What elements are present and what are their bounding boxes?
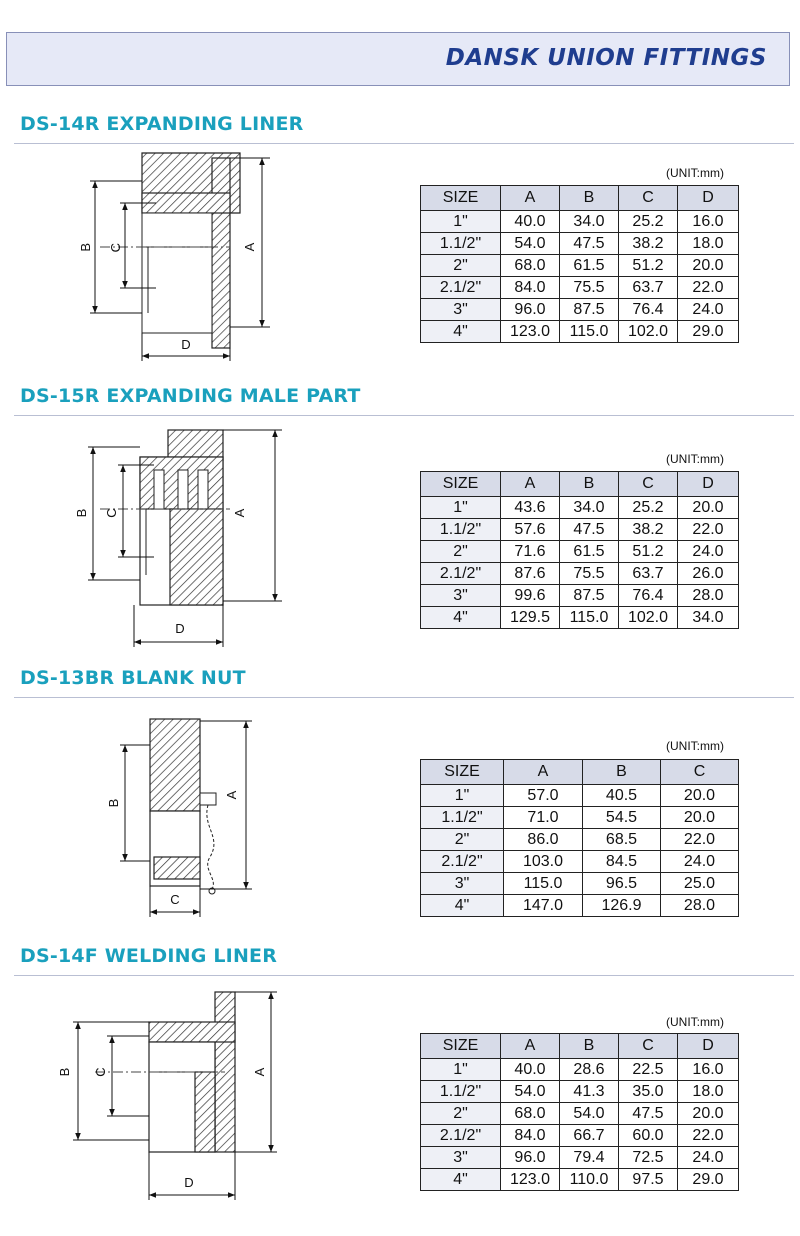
table-row: [421, 277, 739, 299]
value-cell: 75.5: [560, 563, 619, 585]
spec-table-ds-14r: [420, 185, 739, 343]
value-cell: 40.0: [501, 211, 560, 233]
table-row: [421, 873, 739, 895]
value-cell: 63.7: [619, 563, 678, 585]
column-header: A: [501, 1034, 560, 1059]
value-cell: 61.5: [560, 255, 619, 277]
value-cell: 129.5: [501, 607, 560, 629]
size-cell: 1": [421, 785, 504, 807]
column-header: SIZE: [421, 186, 501, 211]
size-cell: 2.1/2": [421, 851, 504, 873]
column-header: B: [583, 760, 661, 785]
value-cell: 60.0: [619, 1125, 678, 1147]
column-header: C: [619, 1034, 678, 1059]
section-divider: [14, 697, 794, 698]
table-row: [421, 233, 739, 255]
value-cell: 18.0: [678, 233, 739, 255]
section-title: DS-14F WELDING LINER: [20, 945, 278, 967]
column-header: D: [678, 1034, 739, 1059]
value-cell: 76.4: [619, 585, 678, 607]
value-cell: 40.5: [583, 785, 661, 807]
size-cell: 1": [421, 497, 501, 519]
table-row: [421, 211, 739, 233]
table-row: [421, 1147, 739, 1169]
value-cell: 96.5: [583, 873, 661, 895]
value-cell: 34.0: [560, 497, 619, 519]
column-header: B: [560, 1034, 619, 1059]
value-cell: 51.2: [619, 541, 678, 563]
size-cell: 3": [421, 873, 504, 895]
ds-13br-drawing: [90, 717, 260, 927]
ds-15r-drawing: [70, 425, 280, 647]
value-cell: 87.5: [560, 299, 619, 321]
table-row: [421, 541, 739, 563]
header-banner: [6, 32, 790, 86]
value-cell: 20.0: [678, 255, 739, 277]
section-ds-14f: [0, 945, 800, 1210]
unit-label: (UNIT:mm): [666, 739, 724, 753]
value-cell: 29.0: [678, 1169, 739, 1191]
column-header: SIZE: [421, 1034, 501, 1059]
value-cell: 61.5: [560, 541, 619, 563]
value-cell: 24.0: [678, 1147, 739, 1169]
section-divider: [14, 143, 794, 144]
value-cell: 96.0: [501, 299, 560, 321]
section-ds-13br: [0, 667, 800, 929]
spec-table-ds-15r: [420, 471, 739, 629]
column-header: A: [501, 186, 560, 211]
value-cell: 47.5: [560, 519, 619, 541]
table-row: [421, 1169, 739, 1191]
value-cell: 35.0: [619, 1081, 678, 1103]
dim-label: A: [242, 242, 257, 252]
value-cell: 87.5: [560, 585, 619, 607]
table-row: [421, 829, 739, 851]
value-cell: 34.0: [678, 607, 739, 629]
unit-label: (UNIT:mm): [666, 452, 724, 466]
value-cell: 54.0: [501, 233, 560, 255]
dim-label: A: [224, 790, 239, 800]
value-cell: 40.0: [501, 1059, 560, 1081]
table-row: [421, 1059, 739, 1081]
column-header: SIZE: [421, 472, 501, 497]
value-cell: 25.2: [619, 497, 678, 519]
value-cell: 110.0: [560, 1169, 619, 1191]
value-cell: 24.0: [678, 541, 739, 563]
value-cell: 103.0: [504, 851, 583, 873]
size-cell: 3": [421, 299, 501, 321]
dim-label: C: [93, 1067, 108, 1077]
table-row: [421, 851, 739, 873]
section-title: DS-13BR BLANK NUT: [20, 667, 246, 689]
column-header: C: [619, 186, 678, 211]
value-cell: 123.0: [501, 1169, 560, 1191]
size-cell: 2": [421, 1103, 501, 1125]
table-row: [421, 519, 739, 541]
value-cell: 115.0: [504, 873, 583, 895]
ds-14r-drawing: [70, 153, 280, 368]
size-cell: 2.1/2": [421, 563, 501, 585]
value-cell: 71.6: [501, 541, 560, 563]
dim-label: A: [252, 1067, 267, 1077]
unit-label: (UNIT:mm): [666, 1015, 724, 1029]
value-cell: 47.5: [560, 233, 619, 255]
table-row: [421, 563, 739, 585]
value-cell: 87.6: [501, 563, 560, 585]
size-cell: 1": [421, 211, 501, 233]
size-cell: 4": [421, 1169, 501, 1191]
value-cell: 68.5: [583, 829, 661, 851]
value-cell: 79.4: [560, 1147, 619, 1169]
value-cell: 20.0: [661, 785, 739, 807]
value-cell: 29.0: [678, 321, 739, 343]
value-cell: 28.0: [678, 585, 739, 607]
spec-table-ds-14f: [420, 1033, 739, 1191]
value-cell: 28.0: [661, 895, 739, 917]
value-cell: 102.0: [619, 607, 678, 629]
value-cell: 84.5: [583, 851, 661, 873]
size-cell: 2.1/2": [421, 277, 501, 299]
value-cell: 38.2: [619, 233, 678, 255]
section-divider: [14, 975, 794, 976]
size-cell: 1.1/2": [421, 233, 501, 255]
value-cell: 25.0: [661, 873, 739, 895]
column-header: A: [501, 472, 560, 497]
value-cell: 102.0: [619, 321, 678, 343]
value-cell: 66.7: [560, 1125, 619, 1147]
value-cell: 57.0: [504, 785, 583, 807]
size-cell: 2": [421, 255, 501, 277]
size-cell: 1.1/2": [421, 1081, 501, 1103]
table-row: [421, 1125, 739, 1147]
value-cell: 41.3: [560, 1081, 619, 1103]
section-title: DS-15R EXPANDING MALE PART: [20, 385, 361, 407]
value-cell: 28.6: [560, 1059, 619, 1081]
value-cell: 72.5: [619, 1147, 678, 1169]
dim-label: C: [104, 508, 119, 518]
dim-label: B: [106, 798, 121, 808]
value-cell: 68.0: [501, 1103, 560, 1125]
value-cell: 71.0: [504, 807, 583, 829]
dim-label: C: [108, 243, 123, 253]
table-header-row: [421, 760, 739, 785]
dim-label: B: [74, 508, 89, 518]
size-cell: 2": [421, 829, 504, 851]
value-cell: 18.0: [678, 1081, 739, 1103]
value-cell: 96.0: [501, 1147, 560, 1169]
value-cell: 99.6: [501, 585, 560, 607]
dim-label: A: [232, 508, 247, 518]
table-row: [421, 255, 739, 277]
value-cell: 57.6: [501, 519, 560, 541]
value-cell: 86.0: [504, 829, 583, 851]
dim-label: B: [78, 243, 93, 252]
column-header: B: [560, 472, 619, 497]
value-cell: 24.0: [678, 299, 739, 321]
value-cell: 147.0: [504, 895, 583, 917]
value-cell: 68.0: [501, 255, 560, 277]
ds-14f-drawing: [55, 990, 280, 1212]
size-cell: 1": [421, 1059, 501, 1081]
section-divider: [14, 415, 794, 416]
value-cell: 20.0: [661, 807, 739, 829]
value-cell: 22.0: [678, 1125, 739, 1147]
table-row: [421, 321, 739, 343]
value-cell: 84.0: [501, 277, 560, 299]
value-cell: 16.0: [678, 211, 739, 233]
table-row: [421, 1081, 739, 1103]
section-ds-15r: [0, 385, 800, 650]
column-header: B: [560, 186, 619, 211]
value-cell: 51.2: [619, 255, 678, 277]
size-cell: 2.1/2": [421, 1125, 501, 1147]
value-cell: 115.0: [560, 607, 619, 629]
value-cell: 43.6: [501, 497, 560, 519]
size-cell: 3": [421, 1147, 501, 1169]
value-cell: 22.5: [619, 1059, 678, 1081]
unit-label: (UNIT:mm): [666, 166, 724, 180]
table-header-row: [421, 472, 739, 497]
table-header-row: [421, 1034, 739, 1059]
size-cell: 1.1/2": [421, 519, 501, 541]
dim-label: D: [181, 337, 191, 352]
table-row: [421, 895, 739, 917]
value-cell: 54.0: [560, 1103, 619, 1125]
table-row: [421, 299, 739, 321]
size-cell: 2": [421, 541, 501, 563]
spec-table-ds-13br: [420, 759, 739, 917]
value-cell: 76.4: [619, 299, 678, 321]
column-header: C: [661, 760, 739, 785]
value-cell: 123.0: [501, 321, 560, 343]
table-row: [421, 585, 739, 607]
value-cell: 20.0: [678, 497, 739, 519]
size-cell: 4": [421, 321, 501, 343]
column-header: C: [619, 472, 678, 497]
size-cell: 1.1/2": [421, 807, 504, 829]
value-cell: 38.2: [619, 519, 678, 541]
value-cell: 34.0: [560, 211, 619, 233]
table-row: [421, 607, 739, 629]
value-cell: 54.0: [501, 1081, 560, 1103]
value-cell: 22.0: [678, 277, 739, 299]
size-cell: 4": [421, 607, 501, 629]
value-cell: 26.0: [678, 563, 739, 585]
table-header-row: [421, 186, 739, 211]
value-cell: 47.5: [619, 1103, 678, 1125]
value-cell: 22.0: [678, 519, 739, 541]
value-cell: 20.0: [678, 1103, 739, 1125]
value-cell: 54.5: [583, 807, 661, 829]
dim-label: B: [57, 1067, 72, 1077]
value-cell: 24.0: [661, 851, 739, 873]
value-cell: 115.0: [560, 321, 619, 343]
value-cell: 97.5: [619, 1169, 678, 1191]
dim-label: D: [184, 1175, 194, 1190]
table-row: [421, 785, 739, 807]
value-cell: 16.0: [678, 1059, 739, 1081]
value-cell: 25.2: [619, 211, 678, 233]
value-cell: 84.0: [501, 1125, 560, 1147]
column-header: A: [504, 760, 583, 785]
column-header: SIZE: [421, 760, 504, 785]
size-cell: 4": [421, 895, 504, 917]
value-cell: 75.5: [560, 277, 619, 299]
value-cell: 63.7: [619, 277, 678, 299]
value-cell: 22.0: [661, 829, 739, 851]
page-title: DANSK UNION FITTINGS: [445, 45, 767, 71]
column-header: D: [678, 186, 739, 211]
table-row: [421, 497, 739, 519]
section-title: DS-14R EXPANDING LINER: [20, 113, 304, 135]
dim-label: D: [175, 621, 185, 636]
value-cell: 126.9: [583, 895, 661, 917]
dim-label: C: [170, 892, 180, 907]
column-header: D: [678, 472, 739, 497]
table-row: [421, 1103, 739, 1125]
size-cell: 3": [421, 585, 501, 607]
section-ds-14r: [0, 113, 800, 375]
table-row: [421, 807, 739, 829]
